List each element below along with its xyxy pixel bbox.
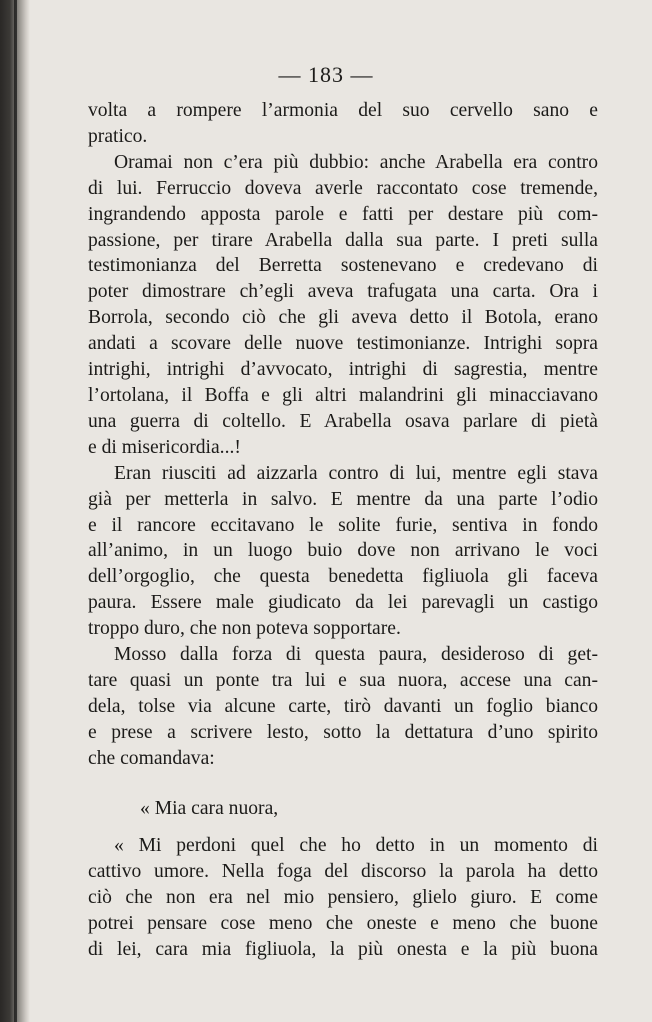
text-line: Borrola, secondo ciò che gli aveva detto il Botola, erano xyxy=(88,307,598,329)
text-line: troppo duro, che non poteva sopportare. xyxy=(88,618,401,640)
text-line: potrei pensare cose meno che oneste e meno che buone xyxy=(88,913,598,935)
paragraph-3 xyxy=(88,461,598,642)
letter-paragraph xyxy=(88,833,598,963)
text-line: ingrandendo apposta parole e fatti per destare più com- xyxy=(88,203,598,225)
text-line: dela, tolse via alcune carte, tirò davanti un foglio bianco xyxy=(88,695,598,717)
page-body xyxy=(88,98,598,963)
text-line: dell’orgoglio, che questa benedetta figliuola gli faceva xyxy=(88,566,598,588)
text-line: all’animo, in un luogo buio dove non arrivano le voci xyxy=(88,540,598,562)
paragraph-2 xyxy=(88,150,598,461)
text-line: Eran riusciti ad aizzarla contro di lui, mentre egli stava xyxy=(114,462,598,484)
text-line: pratico. xyxy=(88,125,148,147)
paragraph-4 xyxy=(88,642,598,772)
text-line: che comandava: xyxy=(88,747,215,769)
text-line: andati a scovare delle nuove testimonianze. Intrighi sopra xyxy=(88,333,598,355)
text-line: volta a rompere l’armonia del suo cervello sano e xyxy=(88,100,598,121)
text-line: « Mi perdoni quel che ho detto in un momento di xyxy=(114,835,598,857)
text-line: e il rancore eccitavano le solite furie, sentiva in fondo xyxy=(88,514,598,536)
page-number: — 183 — xyxy=(278,62,374,87)
paragraph-1 xyxy=(88,98,598,150)
binding-edge xyxy=(14,0,17,1022)
text-line: una guerra di coltello. E Arabella osava parlare di pietà xyxy=(88,410,598,432)
text-line: tare quasi un ponte tra lui e sua nuora, accese una can- xyxy=(88,669,598,691)
text-line: di lei, cara mia figliuola, la più onesta e la più buona xyxy=(88,939,598,961)
text-line: l’ortolana, il Boffa e gli altri malandrini gli minacciavano xyxy=(88,384,598,406)
text-line: già per metterla in salvo. E mentre da una parte l’odio xyxy=(88,488,598,510)
text-line: di lui. Ferruccio doveva averle raccontato cose tremende, xyxy=(88,177,598,199)
text-line: Mosso dalla forza di questa paura, desideroso di get- xyxy=(114,644,598,666)
text-line: e prese a scrivere lesto, sotto la dettatura d’uno spirito xyxy=(88,721,598,743)
text-line: cattivo umore. Nella foga del discorso la parola ha detto xyxy=(88,861,598,883)
text-line: passione, per tirare Arabella dalla sua parte. I preti sulla xyxy=(88,229,598,251)
letter-salutation: « Mia cara nuora, xyxy=(140,797,279,819)
text-line: intrighi, intrighi d’avvocato, intrighi di sagrestia, mentre xyxy=(88,359,598,381)
text-line: ciò che non era nel mio pensiero, glielo giuro. E come xyxy=(88,887,598,909)
text-line: Oramai non c’era più dubbio: anche Arabella era contro xyxy=(114,151,598,173)
text-line: e di misericordia...! xyxy=(88,436,241,458)
text-line: poter dimostrare ch’egli aveva trafugata una carta. Ora i xyxy=(88,281,598,303)
text-line: testimonianza del Berretta sostenevano e credevano di xyxy=(88,255,598,277)
text-line: paura. Essere male giudicato da lei parevagli un castigo xyxy=(88,592,598,614)
